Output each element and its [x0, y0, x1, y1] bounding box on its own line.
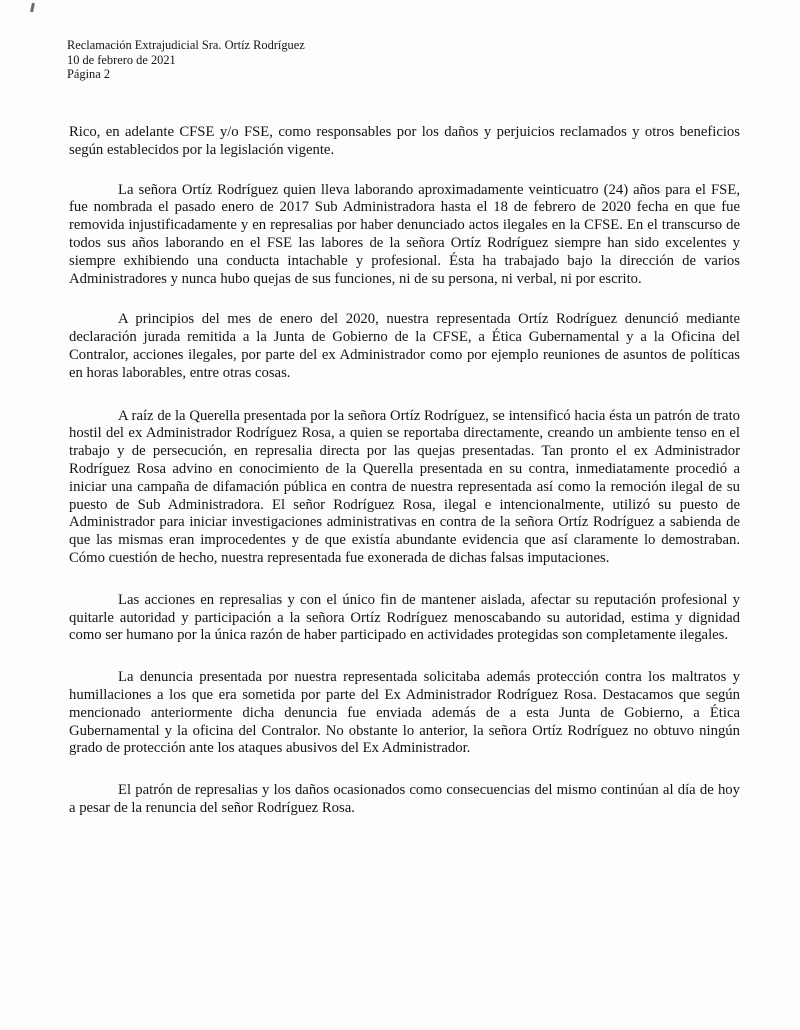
scan-speck [30, 3, 35, 12]
paragraph-protection-request: La denuncia presentada por nuestra representada solicitaba además protección contra los maltratos y humillaciones a los que era sometida por parte del Ex Administrador Rodríguez Rosa. Destacamos que según mencionado anteriormente dicha denuncia fue enviada además de a esta Junta de Gobierno, a Ética Gubernamental y la oficina del Contralor. No obstante lo anterior, la señora Ortíz Rodríguez no obtuvo ningún grado de protección ante los ataques abusivos del Ex Administrador. [69, 669, 740, 757]
paragraph-hostile-treatment: A raíz de la Querella presentada por la señora Ortíz Rodríguez, se intensificó hacia ésta un patrón de trato hostil del ex Administrador Rodríguez Rosa, a quien se reportaba directamente, creando un ambiente tenso en el trabajo y de persecución, en represalia directa por las quejas presentadas. Tan pronto el ex Administrador Rodríguez Rosa advino en conocimiento de la Querella presentada en su contra, inmediatamente procedió a iniciar una campaña de difamación pública en contra de nuestra representada así como la remoción ilegal de su puesto de Sub Administradora. El señor Rodríguez Rosa, ilegal e intencionalmente, utilizó su puesto de Administrador para iniciar investigaciones administrativas en contra de la señora Ortíz Rodríguez a sabienda de que las mismas eran improcedentes y de que existía abundante evidencia que así claramente lo demostraban. Cómo cuestión de hecho, nuestra representada fue exonerada de dichas falsas imputaciones. [69, 407, 740, 566]
header-date: 10 de febrero de 2021 [67, 52, 176, 67]
letter-body [69, 124, 740, 837]
paragraph-continuation: Rico, en adelante CFSE y/o FSE, como responsables por los daños y perjuicios reclamados y otros beneficios según establecidos por la legislación vigente. [69, 124, 740, 158]
paragraph-retaliation: Las acciones en represalias y con el único fin de mantener aislada, afectar su reputación profesional y quitarle autoridad y participación a la señora Ortíz Rodríguez menoscabando su autoridad, estima y dignidad como ser humano por la única razón de haber participado en actividades protegidas son completamente ilegales. [69, 591, 740, 644]
page-header [67, 38, 305, 82]
paragraph-complaint: A principios del mes de enero del 2020, nuestra representada Ortíz Rodríguez denunció mediante declaración jurada remitida a la Junta de Gobierno de la CFSE, a Ética Gubernamental y a la Oficina del Contralor, acciones ilegales, por parte del ex Administrador como por ejemplo reuniones de asuntos de políticas en horas laborables, entre otras cosas. [69, 311, 740, 381]
header-case-title: Reclamación Extrajudicial Sra. Ortíz Rodríguez [67, 38, 305, 52]
header-page-number: Página 2 [67, 67, 111, 81]
paragraph-background: La señora Ortíz Rodríguez quien lleva laborando aproximadamente veinticuatro (24) años para el FSE, fue nombrada el pasado enero de 2017 Sub Administradora hasta el 18 de febrero de 2020 fecha en que fue removida injustificadamente y en represalias por haber denunciado actos ilegales en la CFSE. En el transcurso de todos sus años laborando en el FSE las labores de la señora Ortíz Rodríguez siempre han sido excelentes y siempre exhibiendo una conducta intachable y profesional. Ésta ha trabajado bajo la dirección de varios Administradores y nunca hubo quejas de sus funciones, ni de su persona, ni verbal, ni por escrito. [69, 181, 740, 287]
paragraph-ongoing-damages: El patrón de represalias y los daños ocasionados como consecuencias del mismo continúan al día de hoy a pesar de la renuncia del señor Rodríguez Rosa. [69, 782, 740, 816]
